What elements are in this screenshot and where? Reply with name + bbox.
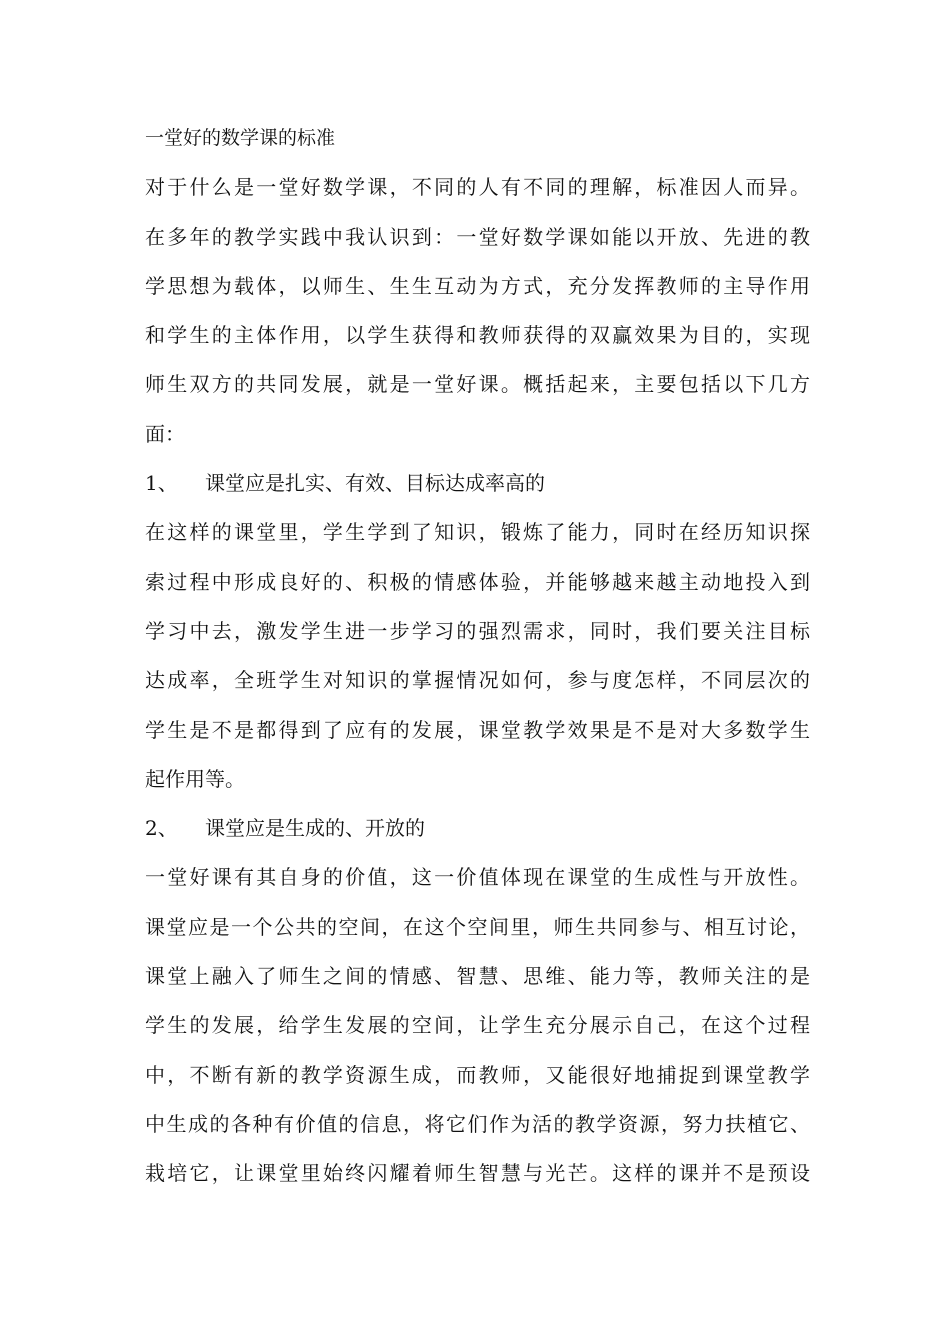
intro-line: 学思想为载体，以师生、生生互动为方式，充分发挥教师的主导作用 (145, 273, 810, 298)
section-2-line: 学生的发展，给学生发展的空间，让学生充分展示自己，在这个过程 (145, 1013, 810, 1038)
section-1-heading (145, 459, 810, 508)
section-1-number: 1、 (145, 471, 178, 496)
section-1-title: 课堂应是扎实、有效、目标达成率高的 (205, 471, 545, 496)
section-1-line: 达成率，全班学生对知识的掌握情况如何，参与度怎样，不同层次的 (145, 668, 810, 693)
intro-line: 面： (145, 421, 185, 446)
intro-line: 师生双方的共同发展，就是一堂好课。概括起来，主要包括以下几方 (145, 372, 810, 397)
intro-line: 和学生的主体作用，以学生获得和教师获得的双赢效果为目的，实现 (145, 323, 810, 348)
section-2-heading (145, 804, 810, 853)
section-1-line: 在这样的课堂里，学生学到了知识，锻炼了能力，同时在经历知识探 (145, 520, 810, 545)
section-2-title: 课堂应是生成的、开放的 (205, 816, 425, 841)
document-title: 一堂好的数学课的标准 (145, 127, 336, 149)
section-1-line: 学生是不是都得到了应有的发展，课堂教学效果是不是对大多数学生 (145, 717, 810, 742)
section-1-line: 起作用等。 (145, 766, 245, 791)
section-2-line: 中生成的各种有价值的信息，将它们作为活的教学资源，努力扶植它、 (145, 1111, 810, 1136)
intro-line: 在多年的教学实践中我认识到：一堂好数学课如能以开放、先进的教 (145, 224, 810, 249)
section-2-line: 中，不断有新的教学资源生成，而教师，又能很好地捕捉到课堂教学 (145, 1062, 810, 1087)
section-1-line: 学习中去，激发学生进一步学习的强烈需求，同时，我们要关注目标 (145, 618, 810, 643)
section-2-line: 课堂上融入了师生之间的情感、智慧、思维、能力等，教师关注的是 (145, 964, 810, 989)
document-body (145, 114, 810, 1199)
section-2-line: 课堂应是一个公共的空间，在这个空间里，师生共同参与、相互讨论， (145, 914, 810, 939)
section-2-line: 栽培它，让课堂里始终闪耀着师生智慧与光芒。这样的课并不是预设 (145, 1161, 810, 1186)
intro-line: 对于什么是一堂好数学课，不同的人有不同的理解，标准因人而异。 (145, 175, 810, 200)
section-2-line: 一堂好课有其自身的价值，这一价值体现在课堂的生成性与开放性。 (145, 865, 810, 890)
section-1-line: 索过程中形成良好的、积极的情感体验，并能够越来越主动地投入到 (145, 569, 810, 594)
section-2-number: 2、 (145, 816, 178, 841)
